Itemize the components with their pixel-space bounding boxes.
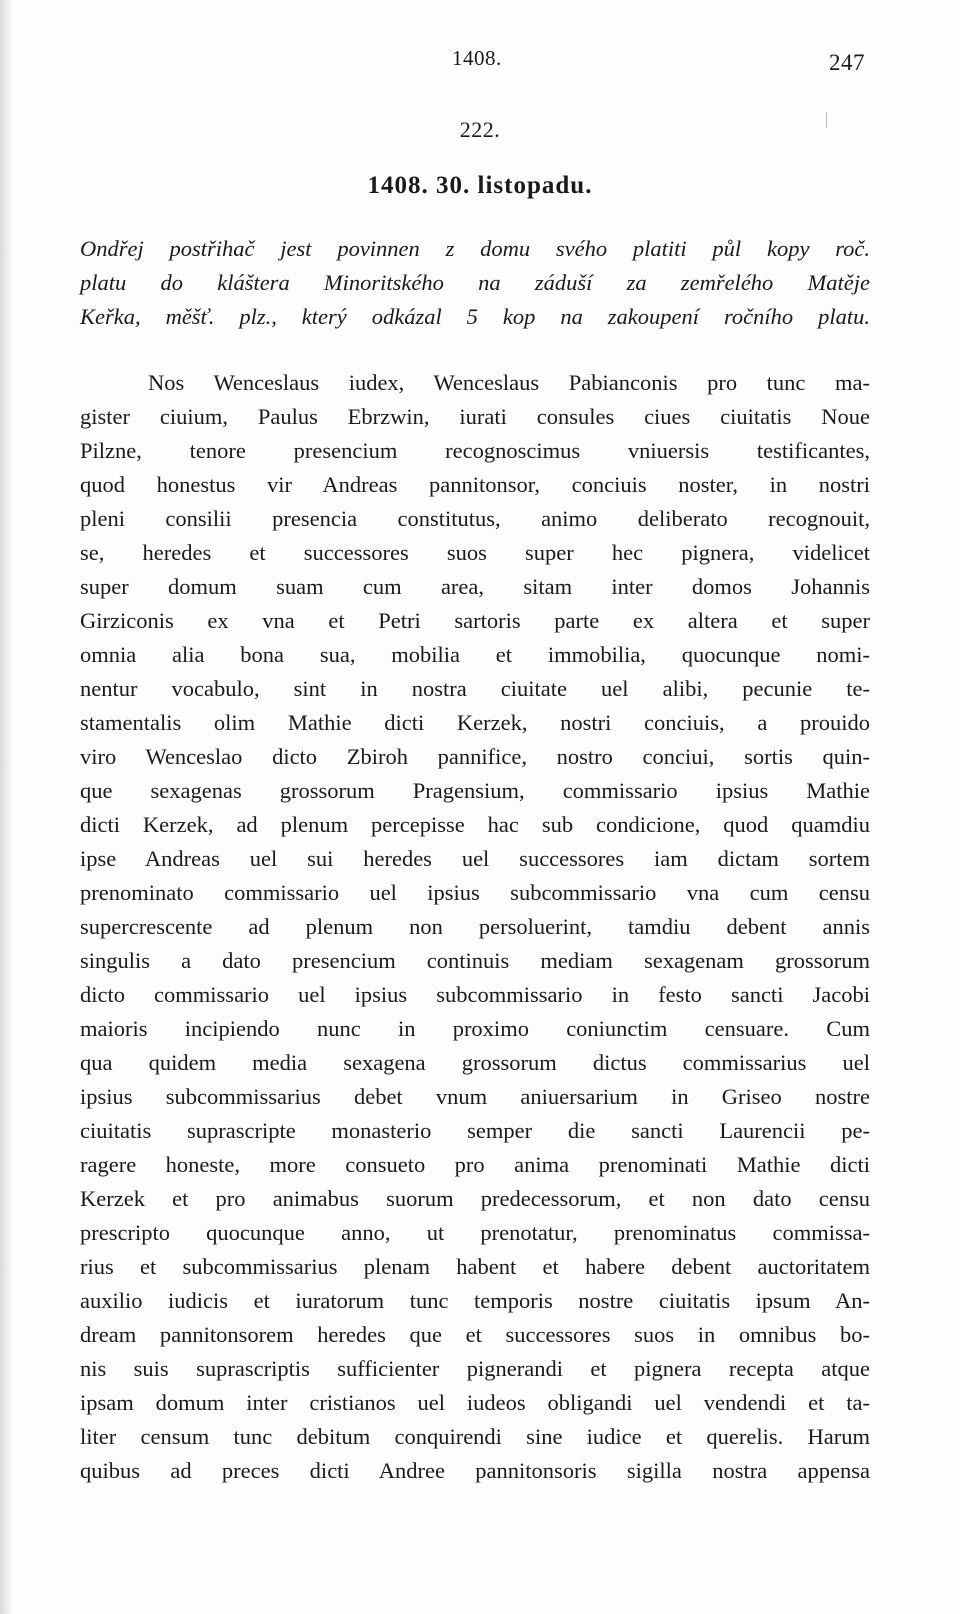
- body-line: Nos Wenceslaus iudex, Wenceslaus Pabianconis pro tunc ma-: [148, 370, 870, 395]
- body-line: pleni consilii presencia constitutus, animo deliberato recognouit,: [80, 506, 870, 531]
- regest-line: Ondřej postřihač jest povinnen z domu svého platiti půl kopy roč.: [80, 236, 870, 261]
- body-line: gister ciuium, Paulus Ebrzwin, iurati consules ciues ciuitatis Noue: [80, 404, 870, 429]
- body-line: nentur vocabulo, sint in nostra ciuitate uel alibi, pecunie te-: [80, 676, 870, 701]
- body-line: que sexagenas grossorum Pragensium, commissario ipsius Mathie: [80, 778, 870, 803]
- body-line: Pilzne, tenore presencium recognoscimus vniuersis testificantes,: [80, 438, 870, 463]
- body-line: nis suis suprascriptis sufficienter pignerandi et pignera recepta atque: [80, 1356, 870, 1381]
- body-line: omnia alia bona sua, mobilia et immobilia, quocunque nomi-: [80, 642, 870, 667]
- body-line: quibus ad preces dicti Andree pannitonsoris sigilla nostra appensa: [80, 1458, 870, 1483]
- body-line: ipsam domum inter cristianos uel iudeos obligandi uel vendendi et ta-: [80, 1390, 870, 1415]
- page-binding-edge: [0, 0, 14, 1614]
- body-line: liter censum tunc debitum conquirendi sine iudice et querelis. Harum: [80, 1424, 870, 1449]
- regest-line: platu do kláštera Minoritského na záduší za zemřelého Matěje: [80, 270, 870, 295]
- body-line: singulis a dato presencium continuis mediam sexagenam grossorum: [80, 948, 870, 973]
- body-line: prescripto quocunque anno, ut prenotatur, prenominatus commissa-: [80, 1220, 870, 1245]
- body-line: Kerzek et pro animabus suorum predecessorum, et non dato censu: [80, 1186, 870, 1211]
- body-line: ipsius subcommissarius debet vnum aniuersarium in Griseo nostre: [80, 1084, 870, 1109]
- page-number: 247: [829, 50, 865, 75]
- regest-line: Keřka, měšť. plz., který odkázal 5 kop na zakoupení ročního platu.: [80, 304, 870, 329]
- body-line: ipse Andreas uel sui heredes uel successores iam dictam sortem: [80, 846, 870, 871]
- latin-charter-text: [80, 366, 870, 1488]
- body-line: se, heredes et successores suos super hec pignera, videlicet: [80, 540, 870, 565]
- document-number: 222.: [459, 117, 501, 142]
- body-line: ciuitatis suprascripte monasterio semper die sancti Laurencii pe-: [80, 1118, 870, 1143]
- body-line: quod honestus vir Andreas pannitonsor, conciuis noster, in nostri: [80, 472, 870, 497]
- running-head: [0, 40, 960, 80]
- body-line: dream pannitonsorem heredes que et successores suos in omnibus bo-: [80, 1322, 870, 1347]
- running-year: 1408.: [452, 46, 502, 70]
- body-line: supercrescente ad plenum non persoluerint, tamdiu debent annis: [80, 914, 870, 939]
- body-line: Girziconis ex vna et Petri sartoris parte ex altera et super: [80, 608, 870, 633]
- body-line: ragere honeste, more consueto pro anima prenominati Mathie dicti: [80, 1152, 870, 1177]
- body-line: super domum suam cum area, sitam inter domos Johannis: [80, 574, 870, 599]
- body-line: viro Wenceslao dicto Zbiroh pannifice, nostro conciui, sortis quin-: [80, 744, 870, 769]
- body-line: rius et subcommissarius plenam habent et habere debent auctoritatem: [80, 1254, 870, 1279]
- body-line: auxilio iudicis et iuratorum tunc temporis nostre ciuitatis ipsum An-: [80, 1288, 870, 1313]
- body-line: qua quidem media sexagena grossorum dictus commissarius uel: [80, 1050, 870, 1075]
- body-line: dicto commissario uel ipsius subcommissario in festo sancti Jacobi: [80, 982, 870, 1007]
- czech-regest: [80, 232, 870, 334]
- body-line: prenominato commissario uel ipsius subcommissario vna cum censu: [80, 880, 870, 905]
- document-date: 1408. 30. listopadu.: [367, 172, 593, 199]
- body-line: stamentalis olim Mathie dicti Kerzek, nostri conciuis, a prouido: [80, 710, 870, 735]
- body-line: maioris incipiendo nunc in proximo coniunctim censuare. Cum: [80, 1016, 870, 1041]
- body-line: dicti Kerzek, ad plenum percepisse hac sub condicione, quod quamdiu: [80, 812, 870, 837]
